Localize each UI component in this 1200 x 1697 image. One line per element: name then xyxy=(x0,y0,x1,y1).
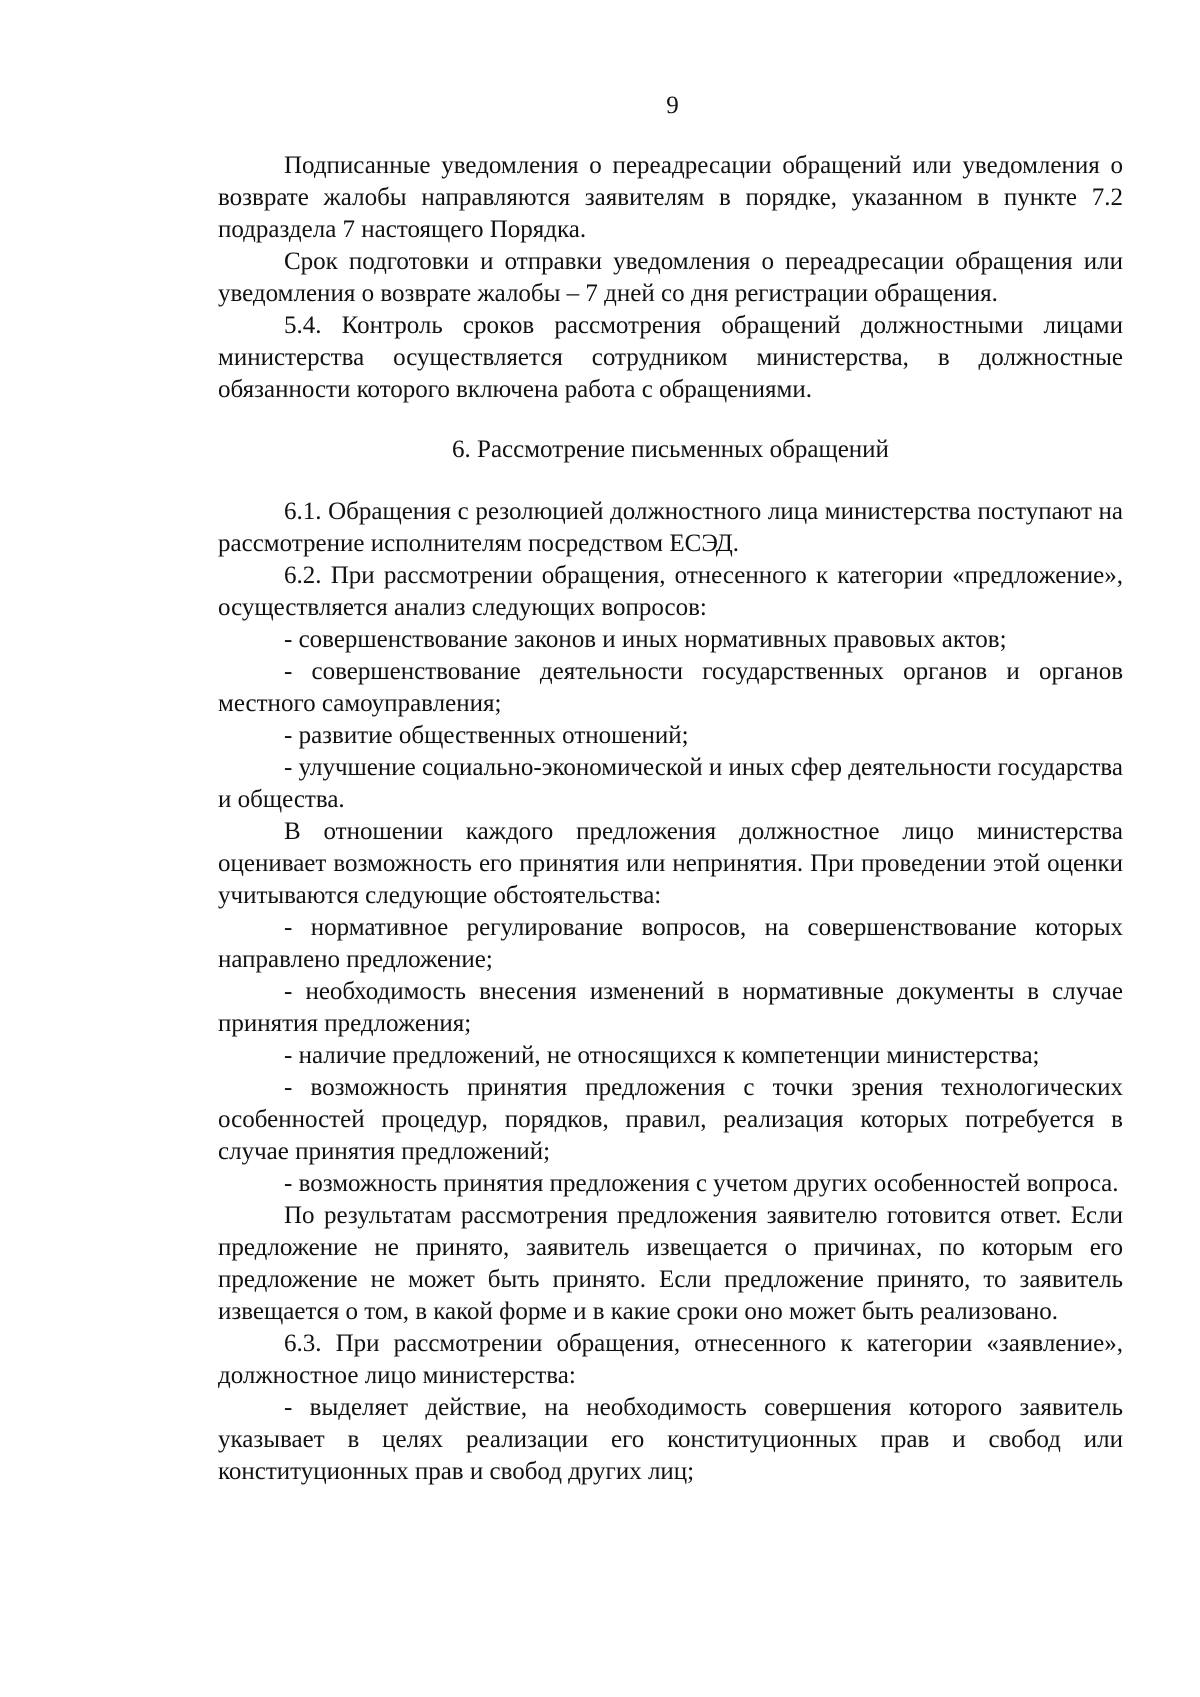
page-number: 9 xyxy=(666,92,679,119)
list-item: - совершенствование деятельности государственных органов и органов местного самоуправления; xyxy=(218,658,1123,717)
list-item: - нормативное регулирование вопросов, на совершенствование которых направлено предложение; xyxy=(218,914,1123,973)
list-item: - возможность принятия предложения с учетом других особенностей вопроса. xyxy=(284,1170,1119,1197)
paragraph-notification-signed: Подписанные уведомления о переадресации обращений или уведомления о возврате жалобы направляются заявителям в порядке, указанном в пункте 7.2 подраздела 7 настоящего Порядка. xyxy=(218,152,1123,243)
paragraph-proposal-result: По результатам рассмотрения предложения заявителю готовится ответ. Если предложение не принято, заявитель извещается о причинах, по которым его предложение не может быть принято. Если предложение принято, то заявитель извещается о том, в какой форме и в какие сроки оно может быть реализовано. xyxy=(218,1202,1123,1325)
paragraph-5-4: 5.4. Контроль сроков рассмотрения обращений должностными лицами министерства осуществляется сотрудником министерства, в должностные обязанности которого включена работа с обращениями. xyxy=(218,312,1123,403)
paragraph-6-1: 6.1. Обращения с резолюцией должностного лица министерства поступают на рассмотрение исполнителям посредством ЕСЭД. xyxy=(218,498,1123,557)
list-item: - необходимость внесения изменений в нормативные документы в случае принятия предложения; xyxy=(218,978,1123,1037)
paragraph-proposal-evaluation: В отношении каждого предложения должностное лицо министерства оценивает возможность его принятия или непринятия. При проведении этой оценки учитываются следующие обстоятельства: xyxy=(218,818,1123,909)
list-item: - улучшение социально-экономической и иных сфер деятельности государства и общества. xyxy=(218,754,1123,813)
list-item: - наличие предложений, не относящихся к компетенции министерства; xyxy=(284,1042,1040,1069)
paragraph-notification-deadline: Срок подготовки и отправки уведомления о переадресации обращения или уведомления о возврате жалобы – 7 дней со дня регистрации обращения. xyxy=(218,248,1123,307)
list-item: - совершенствование законов и иных нормативных правовых актов; xyxy=(284,626,1007,653)
list-item: - возможность принятия предложения с точки зрения технологических особенностей процедур, порядков, правил, реализация которых потребуется в случае принятия предложений; xyxy=(218,1074,1123,1165)
section-heading-6: 6. Рассмотрение письменных обращений xyxy=(452,436,889,463)
list-item: - выделяет действие, на необходимость совершения которого заявитель указывает в целях реализации его конституционных прав и свобод или конституционных прав и свобод других лиц; xyxy=(218,1394,1123,1485)
list-item: - развитие общественных отношений; xyxy=(284,722,689,749)
paragraph-6-3: 6.3. При рассмотрении обращения, отнесенного к категории «заявление», должностное лицо министерства: xyxy=(218,1330,1123,1389)
document-body xyxy=(218,150,1123,1488)
paragraph-6-2: 6.2. При рассмотрении обращения, отнесенного к категории «предложение», осуществляется анализ следующих вопросов: xyxy=(218,562,1123,621)
